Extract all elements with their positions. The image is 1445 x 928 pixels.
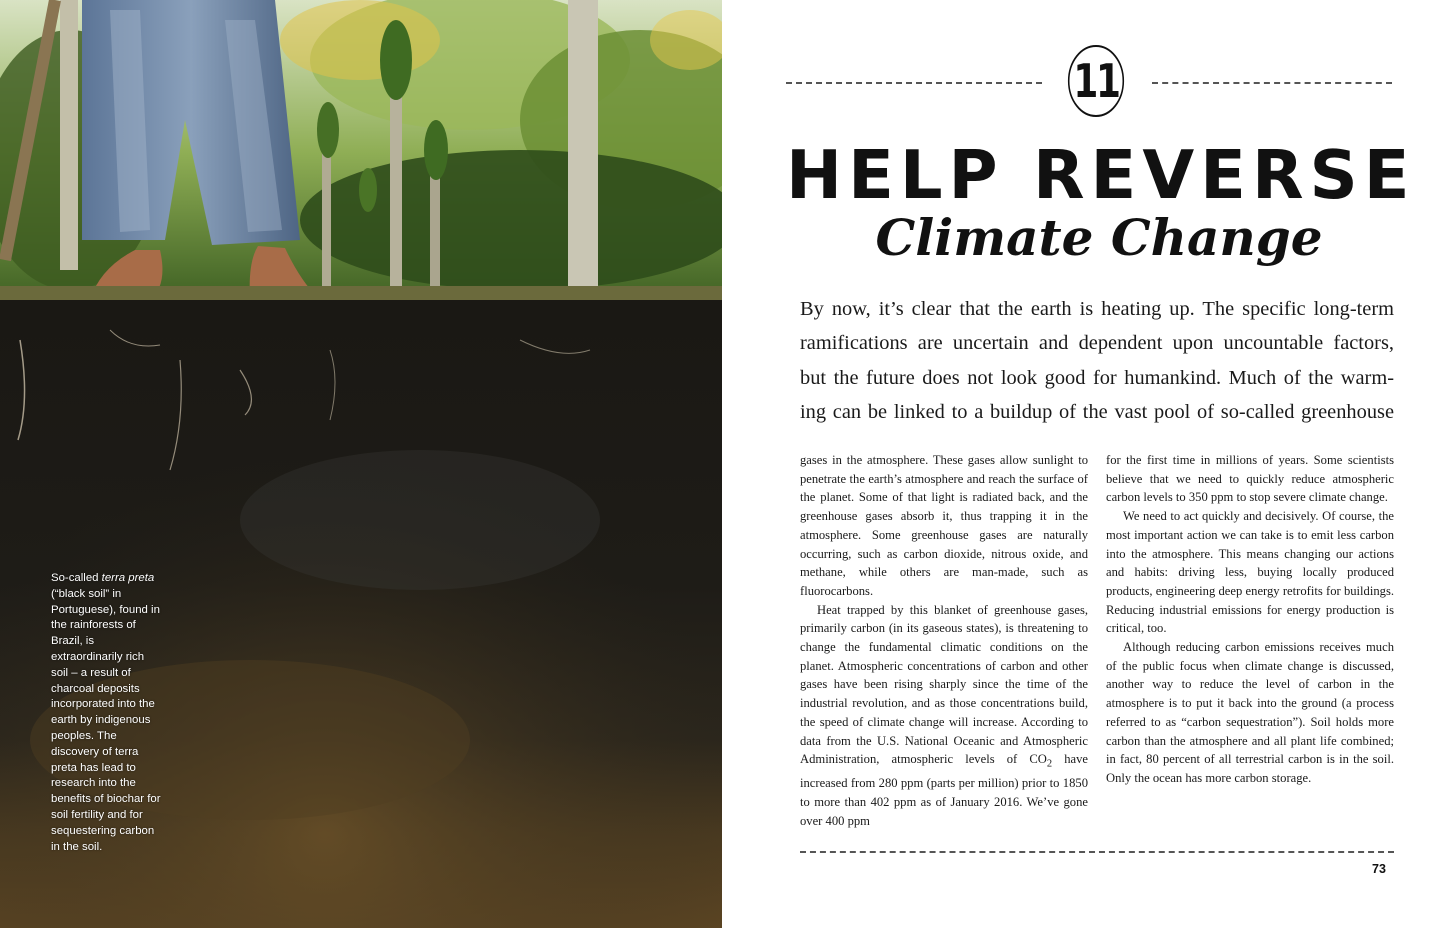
chapter-number: 11 bbox=[1073, 54, 1119, 108]
body-paragraph: We need to act quickly and decisively. Of course, the most important action we can take is to emit less carbon into the atmosphere. This means changing our actions and habits: driving less, buying locally produced products, engineering deep energy retrofits for buildings. Reducing industrial emissions for energy production is critical, too. bbox=[1106, 509, 1394, 636]
soil-profile-photo bbox=[0, 0, 722, 928]
chapter-title-main: HELP REVERSE bbox=[786, 136, 1416, 214]
intro-line: By now, it’s clear that the earth is heating up. The specific long-term bbox=[800, 298, 1394, 320]
intro-line: ramifications are uncertain and dependent upon uncountable factors, bbox=[800, 332, 1394, 355]
body-paragraph: Although reducing carbon emissions receives much of the public focus when climate change is discussed, another way to reduce the level of carbon in the atmosphere is to put it back into the ground (a process referred to as “carbon sequestration”). Soil holds more carbon than the atmosphere and all plant life combined; in fact, 80 percent of all terrestrial carbon is in the soil. Only the ocean has more carbon storage. bbox=[1106, 640, 1394, 785]
header-rule-left bbox=[786, 82, 1042, 84]
body-column-left bbox=[800, 451, 1088, 831]
intro-line: but the future does not look good for humankind. Much of the warm- bbox=[800, 366, 1394, 389]
chapter-title-subtitle: Climate Change bbox=[875, 208, 1323, 267]
body-paragraph: for the first time in millions of years. Some scientists believe that we need to quickly reduce atmospheric carbon levels to 350 ppm to stop severe climate change. bbox=[1106, 453, 1394, 505]
photo-caption: So-called terra preta (“black soil” in Portuguese), found in the rainforests of Brazil, is extraordinarily rich soil – a result of charcoal deposits incorporated into the earth by indigenous peoples. The discovery of terra preta has lead to research into the benefits of biochar for soil fertility and for sequestering carbon in the soil. bbox=[51, 572, 161, 853]
page-number: 73 bbox=[1372, 862, 1386, 876]
intro-paragraph bbox=[800, 292, 1394, 430]
body-column-right bbox=[1106, 451, 1394, 788]
intro-line: ing can be linked to a buildup of the vast pool of so-called greenhouse bbox=[800, 401, 1394, 424]
chapter-number-badge bbox=[1068, 45, 1124, 117]
subscript: 2 bbox=[1046, 758, 1053, 770]
footer-rule bbox=[800, 851, 1394, 853]
header-rule-right bbox=[1152, 82, 1392, 84]
body-paragraph: gases in the atmosphere. These gases allow sunlight to penetrate the earth’s atmosphere and reach the surface of the planet. Some of that light is radiated back, and the greenhouse gases absorb it, thus trapping it in the atmosphere. Some greenhouse gases are naturally occurring, such as carbon dioxide, nitrous oxide, and methane, while others are man-made, such as fluorocarbons. bbox=[800, 453, 1088, 598]
body-paragraph: Heat trapped by this blanket of greenhouse gases, primarily carbon (in its gaseous states), is threatening to change the fundamental climatic conditions on the planet. Atmospheric concentrations of carbon and other gases have been rising sharply since the time of the industrial revolution, and as those concentrations build, the speed of climate change will increase. According to data from the U.S. National Oceanic and Atmospheric Administration, atmospheric levels of $CO_2$ have increased from 280 ppm (parts per million) prior to 1850 to more than 402 ppm as of January 2016. We’ve gone over 400 ppm bbox=[800, 602, 1088, 828]
